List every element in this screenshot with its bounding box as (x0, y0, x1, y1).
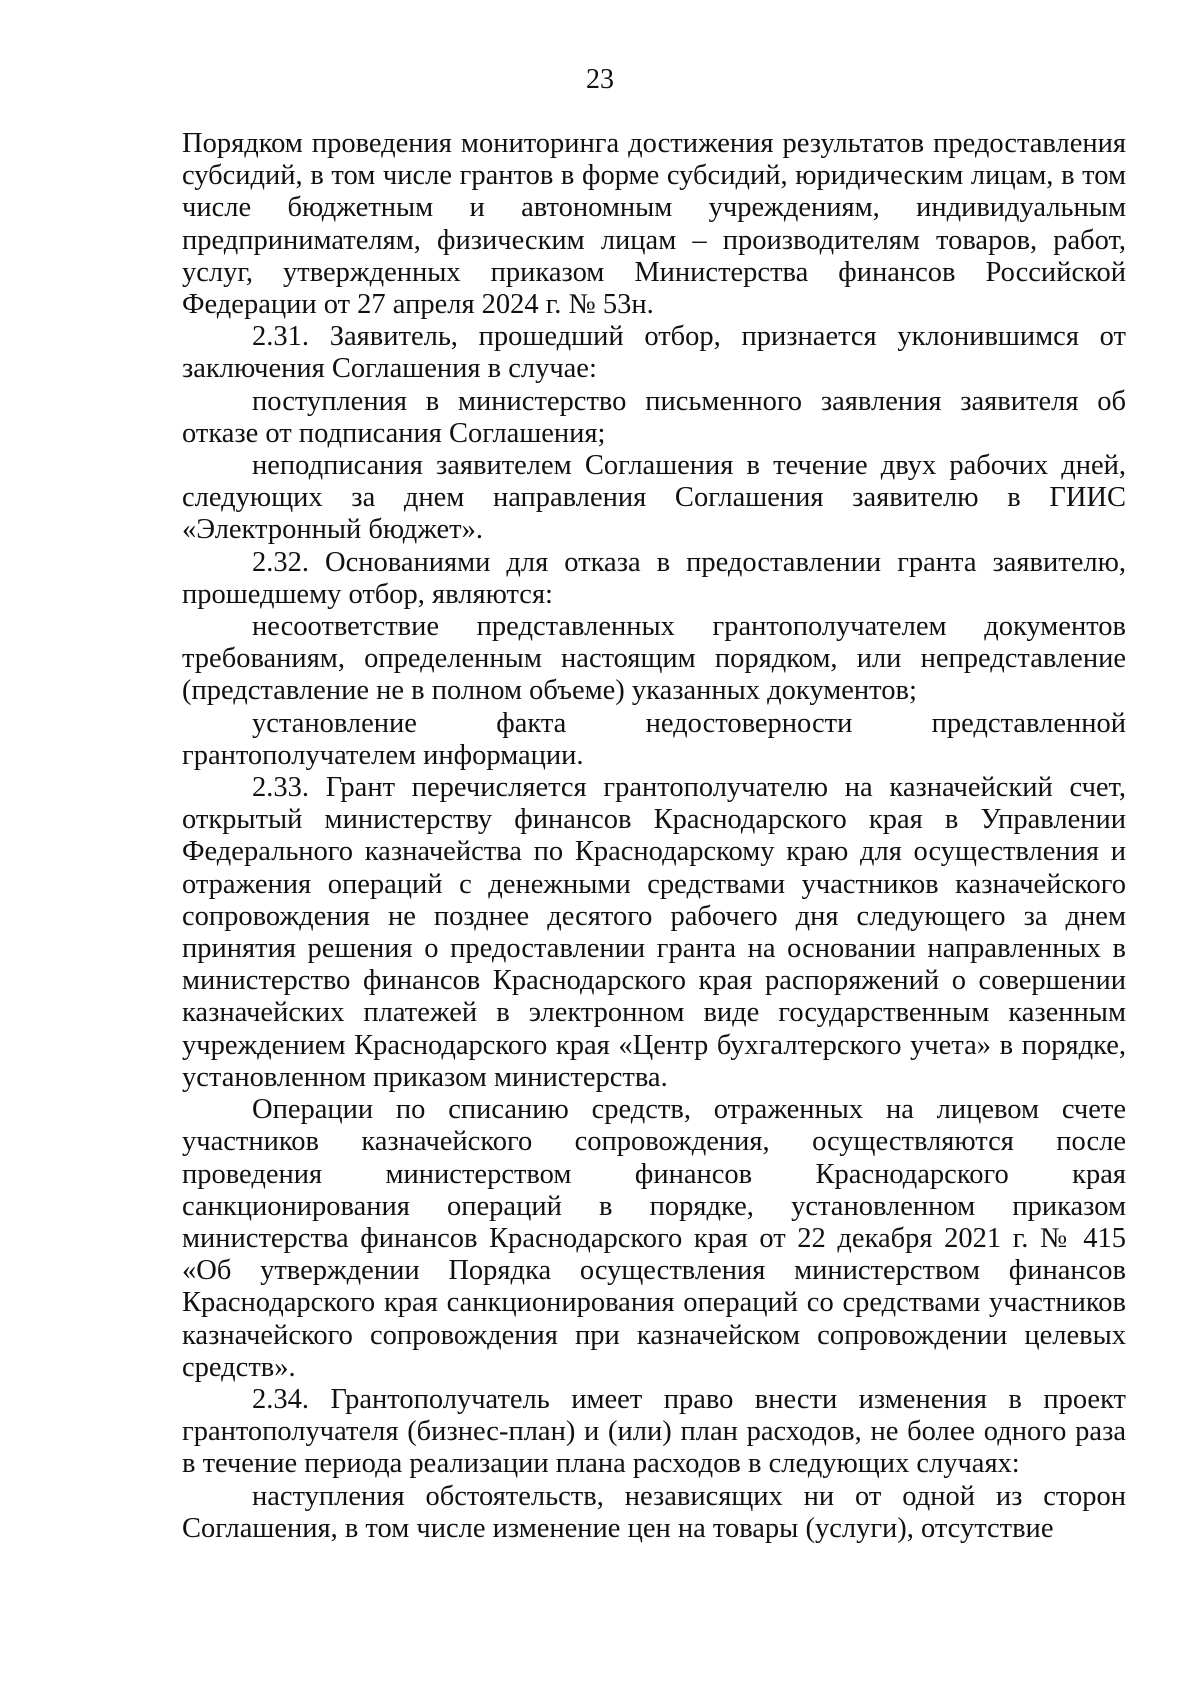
paragraph-2-31: 2.31. Заявитель, прошедший отбор, признается уклонившимся от заключения Соглашения в случае: (182, 321, 1126, 385)
document-body (182, 128, 1126, 1545)
paragraph-refusal-statement: поступления в министерство письменного заявления заявителя об отказе от подписания Соглашения; (182, 385, 1126, 449)
paragraph-continuation: Порядком проведения мониторинга достижения результатов предоставления субсидий, в том числе грантов в форме субсидий, юридическим лицам, в том числе бюджетным и автономным учреждениям, индивидуальным предпринимателям, физическим лицам – производителям товаров, работ, услуг, утвержденных приказом Министерства финансов Российской Федерации от 27 апреля 2024 г. № 53н. (182, 128, 1126, 321)
paragraph-2-32: 2.32. Основаниями для отказа в предоставлении гранта заявителю, прошедшему отбор, являются: (182, 546, 1126, 610)
paragraph-documents-mismatch: несоответствие представленных грантополучателем документов требованиям, определенным настоящим порядком, или непредставление (представление не в полном объеме) указанных документов; (182, 611, 1126, 707)
paragraph-2-33: 2.33. Грант перечисляется грантополучателю на казначейский счет, открытый министерству финансов Краснодарского края в Управлении Федерального казначейства по Краснодарскому краю для осуществления и отражения операций с денежными средствами участников казначейского сопровождения не позднее десятого рабочего дня следующего за днем принятия решения о предоставлении гранта на основании направленных в министерство финансов Краснодарского края распоряжений о совершении казначейских платежей в электронном виде государственным казенным учреждением Краснодарского края «Центр бухгалтерского учета» в порядке, установленном приказом министерства. (182, 772, 1126, 1093)
paragraph-write-off-operations: Операции по списанию средств, отраженных на лицевом счете участников казначейского сопровождения, осуществляются после проведения министерством финансов Краснодарского края санкционирования операций в порядке, установленном приказом министерства финансов Краснодарского края от 22 декабря 2021 г. № 415 «Об утверждении Порядка осуществления министерством финансов Краснодарского края санкционирования операций со средствами участников казначейского сопровождения при казначейском сопровождении целевых средств». (182, 1094, 1126, 1383)
page-number: 23 (586, 64, 614, 95)
paragraph-non-signing: неподписания заявителем Соглашения в течение двух рабочих дней, следующих за днем направления Соглашения заявителю в ГИИС «Электронный бюджет». (182, 450, 1126, 546)
paragraph-circumstances: наступления обстоятельств, независящих ни от одной из сторон Соглашения, в том числе изменение цен на товары (услуги), отсутствие (182, 1480, 1126, 1544)
paragraph-false-information: установление факта недостоверности представленной грантополучателем информации. (182, 707, 1126, 771)
paragraph-2-34: 2.34. Грантополучатель имеет право внести изменения в проект грантополучателя (бизнес-план) и (или) план расходов, не более одного раза в течение периода реализации плана расходов в следующих случаях: (182, 1383, 1126, 1480)
